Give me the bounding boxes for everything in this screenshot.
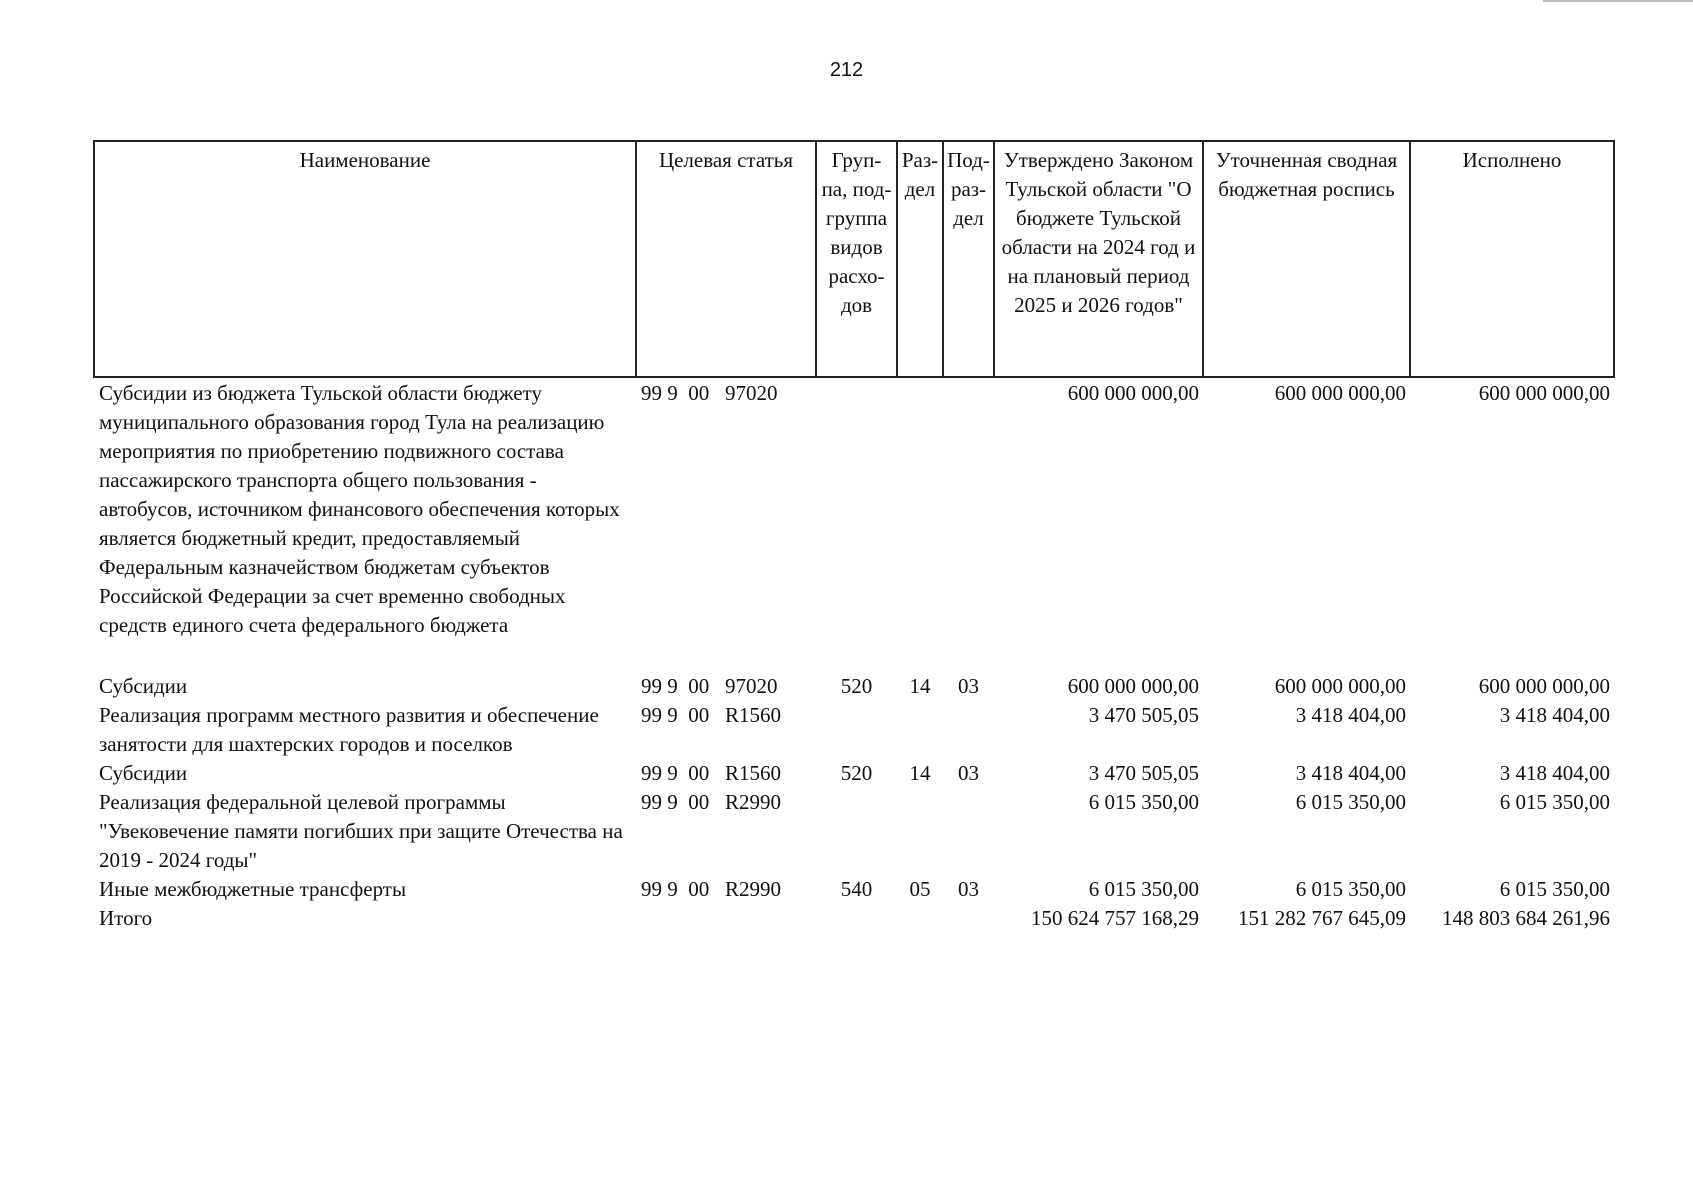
row-target-article: 99 9 00 R1560 [641,703,782,727]
row-section [897,904,943,933]
table-row [94,759,1614,788]
page-number: 212 [829,59,864,81]
row-expense-group: 540 [840,877,873,901]
row-section [897,788,943,875]
row-target-article: 99 9 00 R2990 [641,877,782,901]
table-row [94,701,1614,759]
row-subsection [943,904,994,933]
row-section [897,377,943,640]
table-header [94,141,1614,377]
row-approved: 6 015 350,00 [1088,877,1199,901]
row-subsection: 03 [958,674,979,698]
row-subsection: 03 [958,761,979,785]
row-revised: 6 015 350,00 [1295,877,1406,901]
row-expense-group [816,904,897,933]
row-target-article: 99 9 00 R2990 [641,790,782,814]
header-revised: Уточненная сводная бюджетная роспись [1203,141,1410,377]
row-name: Итого [99,906,153,930]
row-executed: 3 418 404,00 [1499,703,1610,727]
table-row [94,788,1614,875]
row-executed: 6 015 350,00 [1499,790,1610,814]
row-target-article [636,904,816,933]
row-subsection: 03 [958,877,979,901]
scan-edge-line [1543,0,1693,2]
row-expense-group: 520 [840,761,873,785]
row-name: Иные межбюджетные трансферты [99,877,407,901]
row-revised: 600 000 000,00 [1274,381,1406,405]
row-section: 14 [909,761,931,785]
table-body [94,377,1614,933]
row-executed: 600 000 000,00 [1478,381,1610,405]
budget-execution-table [93,140,1615,933]
row-approved: 3 470 505,05 [1088,703,1199,727]
row-executed: 600 000 000,00 [1478,674,1610,698]
header-row [94,141,1614,377]
row-approved: 3 470 505,05 [1088,761,1199,785]
header-section: Раз-дел [897,141,943,377]
row-subsection [943,701,994,759]
header-executed: Исполнено [1410,141,1614,377]
row-name: Субсидии [99,674,188,698]
header-name: Наименование [94,141,636,377]
row-approved: 600 000 000,00 [1067,674,1199,698]
table-row [94,377,1614,640]
row-target-article: 99 9 00 97020 [641,674,778,698]
table-row [94,640,1614,701]
row-revised: 151 282 767 645,09 [1238,906,1406,930]
row-name: Реализация федеральной целевой программы "Увековечение памяти погибших при защите Отечества на 2019 - 2024 годы" [99,790,623,872]
row-approved: 150 624 757 168,29 [1031,906,1199,930]
row-target-article: 99 9 00 97020 [641,381,778,405]
budget-table-wrapper [93,140,1613,933]
row-section: 14 [909,674,931,698]
row-executed: 6 015 350,00 [1499,877,1610,901]
row-approved: 600 000 000,00 [1067,381,1199,405]
row-name: Реализация программ местного развития и обеспечение занятости для шахтерских городов и поселков [99,703,599,756]
total-row [94,904,1614,933]
row-approved: 6 015 350,00 [1088,790,1199,814]
row-section: 05 [909,877,931,901]
row-revised: 600 000 000,00 [1274,674,1406,698]
row-revised: 3 418 404,00 [1295,761,1406,785]
header-subsection: Под-раз-дел [943,141,994,377]
header-target-article: Целевая статья [636,141,816,377]
row-name: Субсидии из бюджета Тульской области бюджету муниципального образования город Тула на реализацию мероприятия по приобретению подвижного состава пассажирского транспорта общего пользования - автобусов, источником финансового обеспечения которых является бюджетный кредит, предоставляемый Федеральным казначейством бюджетам субъектов Российской Федерации за счет временно свободных средств единого счета федерального бюджета [99,381,620,637]
row-revised: 6 015 350,00 [1295,790,1406,814]
row-target-article: 99 9 00 R1560 [641,761,782,785]
row-executed: 3 418 404,00 [1499,761,1610,785]
row-expense-group [816,788,897,875]
row-expense-group: 520 [840,674,873,698]
row-expense-group [816,377,897,640]
row-name: Субсидии [99,761,188,785]
row-executed: 148 803 684 261,96 [1442,906,1610,930]
header-approved: Утверждено Законом Тульской области "О бюджете Тульской области на 2024 год и на плановый период 2025 и 2026 годов" [994,141,1203,377]
row-expense-group [816,701,897,759]
row-subsection [943,377,994,640]
row-section [897,701,943,759]
header-expense-group: Груп-па, под-группа видов расхо-дов [816,141,897,377]
row-revised: 3 418 404,00 [1295,703,1406,727]
table-row [94,875,1614,904]
row-subsection [943,788,994,875]
